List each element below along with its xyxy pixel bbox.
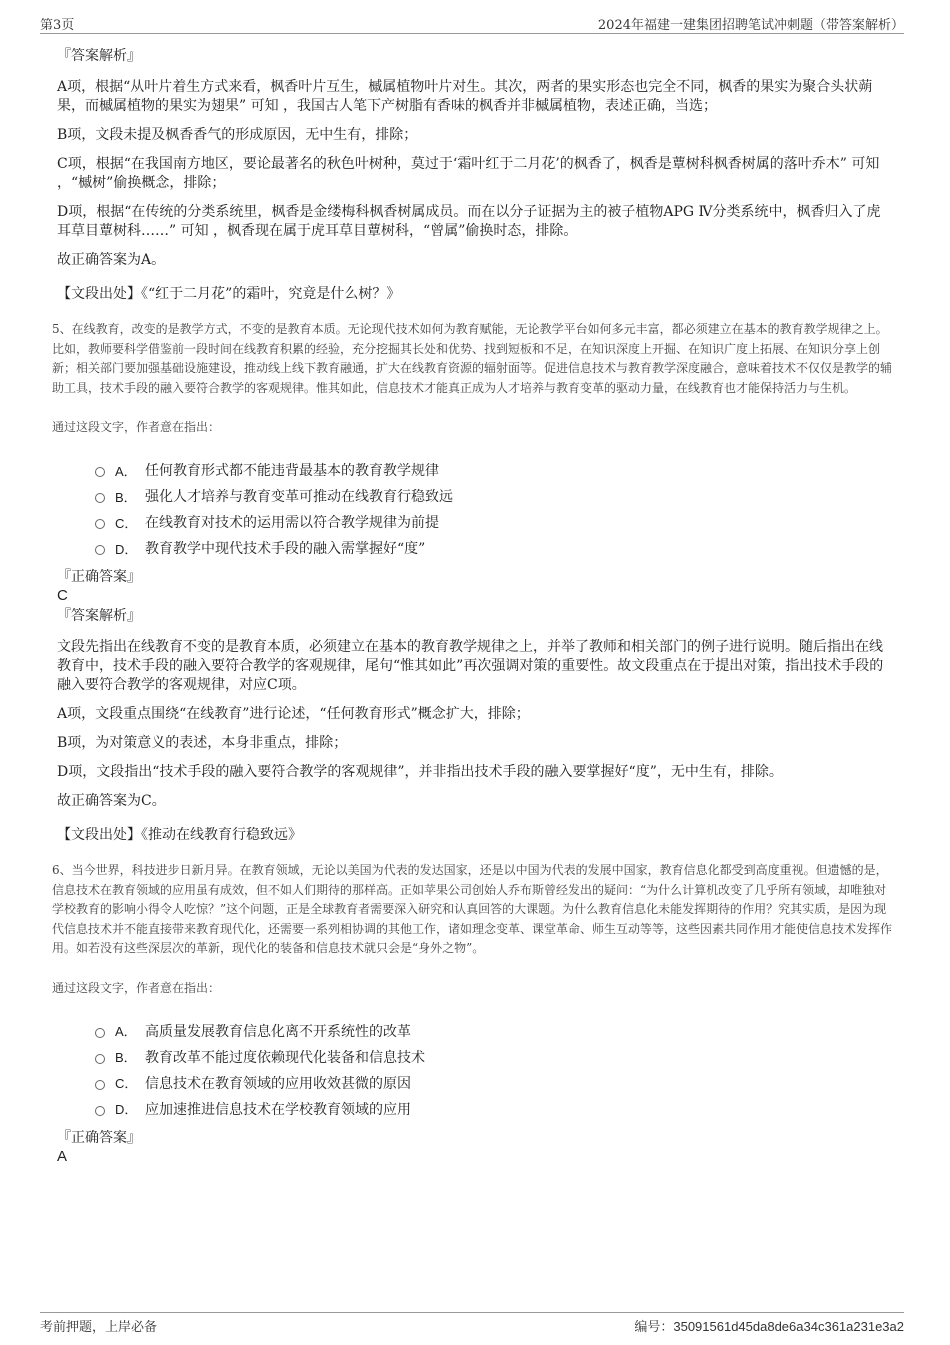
option-letter: C． [115,515,138,531]
option-letter: D． [115,1102,138,1117]
option-text: 教育教学中现代技术手段的融入需掌握好“度” [145,541,426,557]
q5-analysis-paragraph: A项，文段重点围绕“在线教育”进行论述，“任何教育形式”概念扩大，排除； [57,706,530,722]
q5-answer-label: 『正确答案』 [57,569,141,585]
option-letter: A． [115,1024,137,1039]
q5-answer: C [57,587,68,604]
q6-prompt: 通过这段文字，作者意在指出： [52,980,221,995]
page-number: 第3页 [40,18,75,33]
option-text: 信息技术在教育领域的应用收效甚微的原因 [145,1075,411,1092]
q6-answer: A [57,1147,68,1165]
q5-option-d[interactable] [95,535,893,561]
q6-options [95,1018,893,1122]
q4-analysis-paragraph: C项，根据“在我国南方地区，要论最著名的秋色叶树种，莫过于‘霜叶红于二月花’的枫香了，枫香是蕈树科枫香树属的落叶乔木” 可知 ，“槭树”偷换概念，排除； [57,156,880,191]
q5-option-b[interactable] [95,483,893,509]
document-code [634,1316,904,1335]
q6-answer-label: 『正确答案』 [57,1129,141,1146]
q4-analysis-label: 『答案解析』 [57,48,141,64]
q4-source: 【文段出处】《“红于二月花”的霜叶，究竟是什么树？》 [57,286,401,302]
radio-icon[interactable] [95,1080,105,1090]
q5-prompt: 通过这段文字，作者意在指出： [52,420,221,434]
radio-icon[interactable] [95,1028,105,1038]
q6-option-d[interactable] [95,1096,893,1122]
code-value: 35091561d45da8de6a34c361a231e3a2 [673,1319,904,1334]
option-text: 任何教育形式都不能违背最基本的教育教学规律 [145,463,439,479]
q4-analysis-paragraph: A项，根据“从叶片着生方式来看，枫香叶片互生，槭属植物叶片对生。其次，两者的果实形态也完全不同，枫香的果实为聚合头状蒴果，而槭属植物的果实为翅果” 可知 ，我国古人笔下产树脂有香味的枫香并非槭属植物，表述正确，当选； [57,79,873,114]
option-text: 高质量发展教育信息化离不开系统性的改革 [145,1023,411,1040]
option-letter: A． [115,463,137,479]
page-footer [40,1312,904,1334]
q4-analysis-paragraph: B项，文段未提及枫香香气的形成原因，无中生有，排除； [57,127,418,143]
option-letter: B． [115,489,137,505]
radio-icon[interactable] [95,545,105,555]
q6-option-c[interactable] [95,1070,893,1096]
q5-option-c[interactable] [95,509,893,535]
q5-option-a[interactable] [95,457,893,483]
q5-stem: 5、在线教育，改变的是教学方式，不变的是教育本质。无论现代技术如何为教育赋能，无论教学平台如何多元丰富，都必须建立在基本的教育教学规律之上。比如，教师要科学借鉴前一段时间在线教育积累的经验，充分挖掘其长处和优势、找到短板和不足，在知识深度上开掘、在知识广度上拓展、在知识分享上创新；相关部门要加强基础设施建设，推动线上线下教育融通，扩大在线教育资源的辐射面等。促进信息技术与教育教学深度融合，意味着技术不仅仅是教学的辅助工具，技术手段的融入要符合教学的客观规律。惟其如此，信息技术才能真正成为人才培养与教育变革的驱动力量，在线教育也才能保持活力与生机。 [52,322,893,395]
radio-icon[interactable] [95,1106,105,1116]
q5-analysis-paragraph: D项，文段指出“技术手段的融入要符合教学的客观规律”，并非指出技术手段的融入要掌握好“度”，无中生有，排除。 [57,764,783,780]
option-letter: D． [115,541,138,557]
q5-analysis-label: 『答案解析』 [57,608,141,624]
page-header [40,12,904,34]
radio-icon[interactable] [95,1054,105,1064]
page-content [52,46,893,1166]
q5-source: 【文段出处】《推动在线教育行稳致远》 [57,827,302,843]
q5-conclusion: 故正确答案为C。 [57,793,166,809]
radio-icon[interactable] [95,519,105,529]
q5-options [95,457,893,561]
option-text: 在线教育对技术的运用需以符合教学规律为前提 [145,515,439,531]
radio-icon[interactable] [95,467,105,477]
q5-analysis-paragraph: B项，为对策意义的表述，本身非重点，排除； [57,735,348,751]
q4-conclusion: 故正确答案为A。 [57,252,166,268]
option-letter: B． [115,1050,137,1065]
q4-analysis-paragraph: D项，根据“在传统的分类系统里，枫香是金缕梅科枫香树属成员。而在以分子证据为主的被子植物APG Ⅳ分类系统中，枫香归入了虎耳草目蕈树科……” 可知 ，枫香现在属于虎耳草目蕈树科，“曾属”偷换时态，排除。 [57,204,881,239]
footer-slogan: 考前押题，上岸必备 [40,1320,158,1335]
option-letter: C． [115,1076,138,1091]
q6-option-a[interactable] [95,1018,893,1044]
q6-stem: 6、当今世界，科技进步日新月异。在教育领域，无论以美国为代表的发达国家，还是以中国为代表的发展中国家，教育信息化都受到高度重视。但遗憾的是，信息技术在教育领域的应用虽有成效，但不如人们期待的那样高。正如苹果公司创始人乔布斯曾经发出的疑问：“为什么计算机改变了几乎所有领域，却唯独对学校教育的影响小得令人吃惊？”这个问题，正是全球教育者需要深入研究和认真回答的大课题。为什么教育信息化未能发挥期待的作用？究其实质，是因为现代信息技术并不能直接带来教育现代化，还需要一系列相协调的其他工作，诸如理念变革、课堂革命、师生互动等等，这些因素共同作用才能使信息技术发挥作用。如若没有这些深层次的革新，现代化的装备和信息技术就只会是“身外之物”。 [52,863,893,955]
document-title: 2024年福建一建集团招聘笔试冲刺题（带答案解析） [597,18,904,33]
option-text: 强化人才培养与教育变革可推动在线教育行稳致远 [145,489,453,505]
code-label: 编号： [634,1320,674,1335]
option-text: 教育改革不能过度依赖现代化装备和信息技术 [145,1049,425,1066]
q5-analysis-paragraph: 文段先指出在线教育不变的是教育本质，必须建立在基本的教育教学规律之上，并举了教师和相关部门的例子进行说明。随后指出在线教育中，技术手段的融入要符合教学的客观规律，尾句“惟其如此”再次强调对策的重要性。故文段重点在于提出对策，指出技术手段的融入要符合教学的客观规律，对应C项。 [57,639,884,693]
q6-option-b[interactable] [95,1044,893,1070]
radio-icon[interactable] [95,493,105,503]
option-text: 应加速推进信息技术在学校教育领域的应用 [145,1101,411,1118]
